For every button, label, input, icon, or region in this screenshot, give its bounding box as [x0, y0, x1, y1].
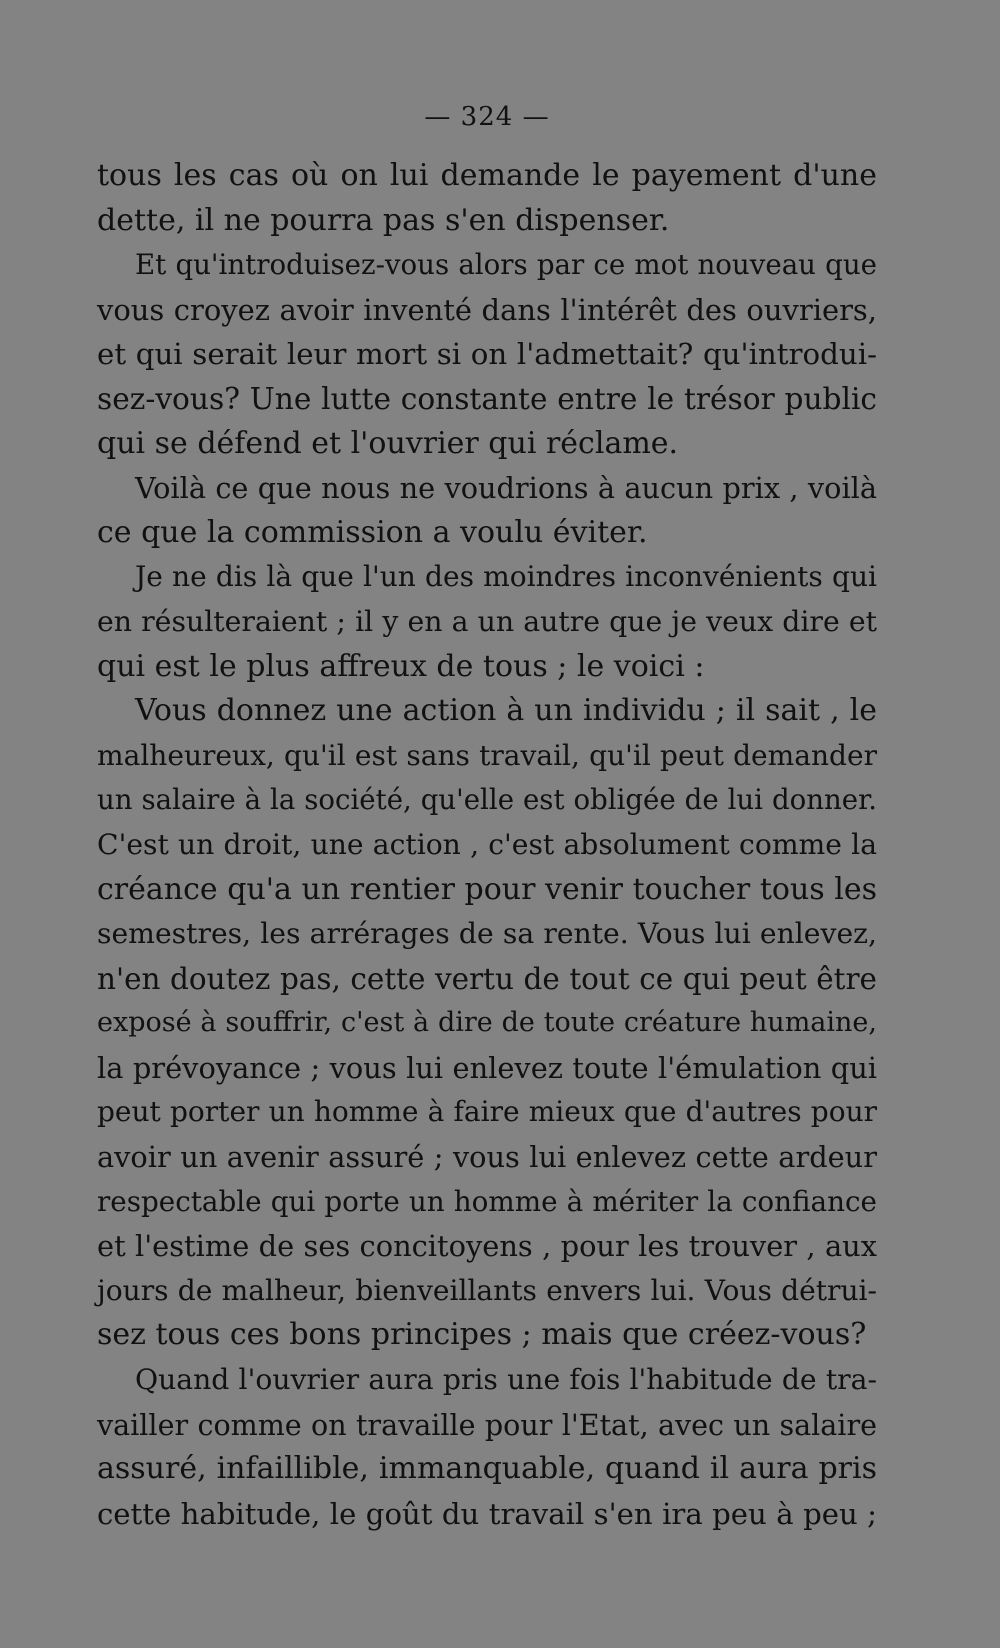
text-line: vous croyez avoir inventé dans l'intérêt des ouvriers,	[97, 292, 877, 327]
text-line: respectable qui porte un homme à mériter la confiance	[97, 1184, 877, 1218]
text-line: C'est un droit, une action , c'est absolument comme la	[97, 827, 877, 861]
text-line: exposé à souffrir, c'est à dire de toute créature humaine,	[97, 1007, 877, 1039]
text-line: Voilà ce que nous ne voudrions à aucun prix , voilà	[135, 471, 877, 506]
text-line: Quand l'ouvrier aura pris une fois l'habitude de tra-	[135, 1363, 877, 1397]
text-line: un salaire à la société, qu'elle est obligée de lui donner.	[97, 783, 877, 817]
text-line: malheureux, qu'il est sans travail, qu'il peut demander	[97, 738, 877, 772]
text-line: sez tous ces bons principes ; mais que créez-vous?	[97, 1317, 867, 1353]
text-line: et qui serait leur mort si on l'admettait? qu'introdui-	[97, 337, 877, 372]
text-line: avoir un avenir assuré ; vous lui enlevez cette ardeur	[97, 1140, 877, 1175]
text-line: n'en doutez pas, cette vertu de tout ce qui peut être	[97, 961, 877, 996]
text-line: qui est le plus affreux de tous ; le voici :	[97, 648, 705, 684]
text-line: semestres, les arrérages de sa rente. Vous lui enlevez,	[97, 917, 877, 951]
text-line: dette, il ne pourra pas s'en dispenser.	[97, 202, 670, 238]
text-line: peut porter un homme à faire mieux que d'autres pour	[97, 1095, 877, 1129]
text-line: Vous donnez une action à un individu ; il sait , le	[135, 693, 877, 729]
text-line: vailler comme on travaille pour l'Etat, avec un salaire	[97, 1407, 877, 1442]
text-line: Et qu'introduisez-vous alors par ce mot nouveau que	[135, 248, 877, 282]
text-line: la prévoyance ; vous lui enlevez toute l'émulation qui	[97, 1050, 877, 1085]
text-line: assuré, infaillible, immanquable, quand il aura pris	[97, 1451, 877, 1487]
text-line: en résulteraient ; il y en a un autre que je veux dire et	[97, 604, 877, 638]
page-number: — 324 —	[424, 102, 550, 132]
text-line: créance qu'a un rentier pour venir toucher tous les	[97, 871, 877, 907]
text-line: sez-vous? Une lutte constante entre le trésor public	[97, 381, 877, 416]
text-line: et l'estime de ses concitoyens , pour les trouver , aux	[97, 1229, 877, 1264]
text-line: tous les cas où on lui demande le payement d'une	[97, 158, 877, 193]
text-line: qui se défend et l'ouvrier qui réclame.	[97, 425, 679, 461]
page-body-text	[97, 154, 877, 1536]
text-line: jours de malheur, bienveillants envers lui. Vous détrui-	[97, 1273, 877, 1307]
text-line: cette habitude, le goût du travail s'en ira peu à peu ;	[97, 1496, 877, 1531]
book-page	[97, 100, 877, 1536]
text-line: Je ne dis là que l'un des moindres inconvénients qui	[135, 560, 877, 594]
text-line: ce que la commission a voulu éviter.	[97, 514, 648, 550]
